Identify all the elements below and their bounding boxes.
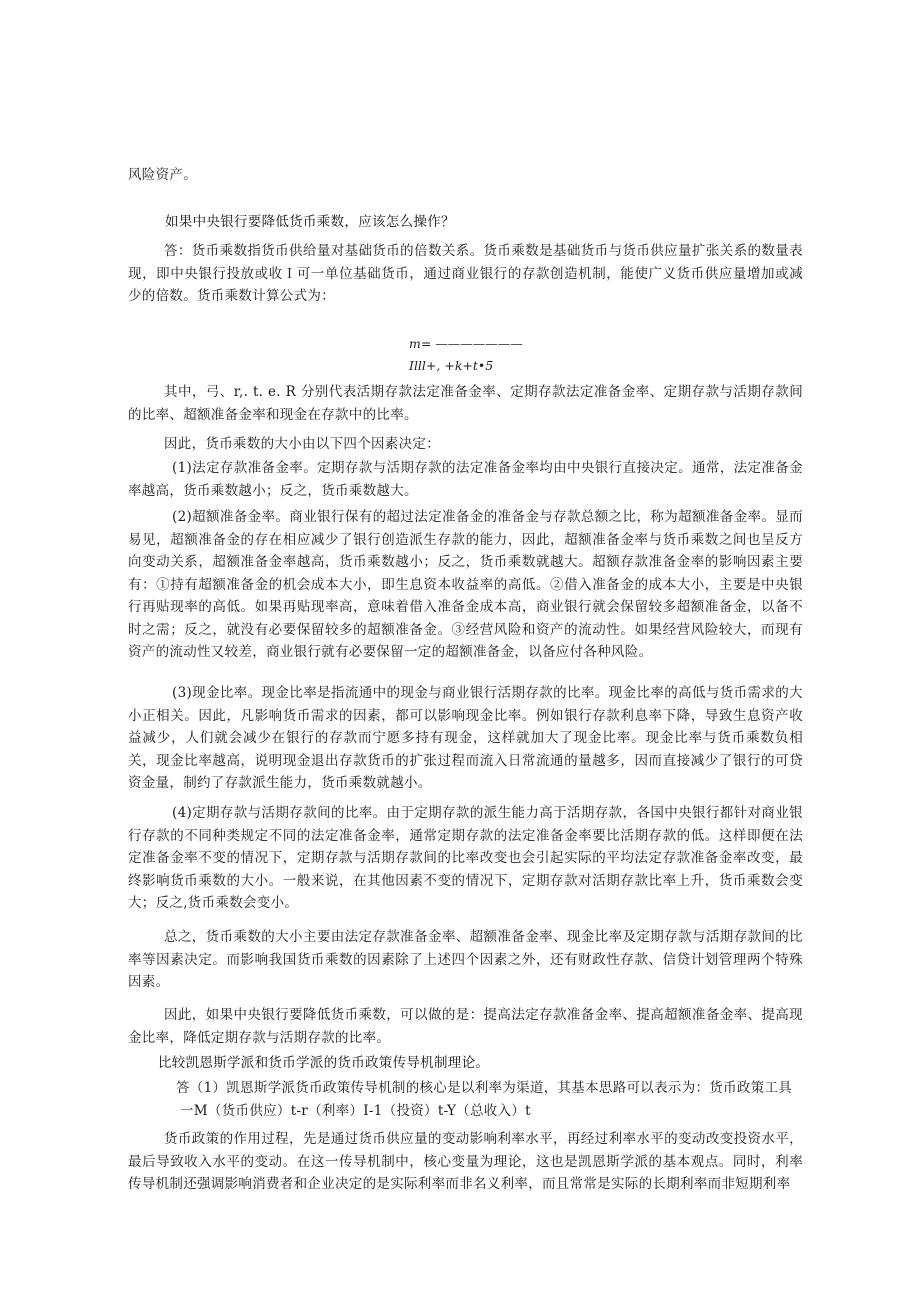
formula-denominator: Illl+, +k+t•5 <box>409 358 494 373</box>
answer-intro: 答：货币乘数指货币供给量对基础货币的倍数关系。货币乘数是基础货币与货币供应量扩张关系的数量表现，即中央银行投放或收Ｉ可一单位基础货币，通过商业银行的存款创造机制，能使广义货币供应量增加或减少的倍数。货币乘数计算公式为： <box>128 243 803 304</box>
answer-2-line-1: 答（1）凯恩斯学派货币政策传导机制的核心是以利率为渠道，其基本思路可以表示为：货币政策工具 <box>176 1080 793 1096</box>
paragraph-factors-intro: 因此，货币乘数的大小由以下四个因素决定： <box>164 436 440 452</box>
formula-numerator: m= ——————— <box>409 336 523 351</box>
factor-4: (4)定期存款与活期存款间的比率。由于定期存款的派生能力高于活期存款，各国中央银行都针对商业银行存款的不同种类规定不同的法定准备金率，通常定期存款的法定准备金率要比活期存款的低。这样即便在法定准备金率不变的情况下，定期存款与活期存款间的比率改变也会引起实际的平均法定存款准备金率改变，最终影响货币乘数的大小。一般来说，在其他因素不变的情况下，定期存款对活期存款比率上升，货币乘数会变大；反之,货币乘数会变小。 <box>128 805 803 911</box>
paragraph-summary: 总之，货币乘数的大小主要由法定存款准备金率、超额准备金率、现金比率及定期存款与活期存款间的比率等因素决定。而影响我国货币乘数的因素除了上述四个因素之外，还有财政性存款、信贷计划管理两个特殊因素。 <box>128 929 803 990</box>
factor-2: (2)超额准备金率。商业银行保有的超过法定准备金的准备金与存款总额之比，称为超额准备金率。显而易见，超额准备金的存在相应减少了银行创造派生存款的能力，因此，超额准备金率与货币乘数之间也呈反方向变动关系，超额准备金率越高，货币乘数越小；反之，货币乘数就越大。超额存款准备金率的影响因素主要有：①持有超额准备金的机会成本大小，即生息资本收益率的高低。②借入准备金的成本大小，主要是中央银行再贴现率的高低。如果再贴现率高，意味着借入准备金成本高，商业银行就会保留较多超额准备金，以备不时之需；反之，就没有必要保留较多的超额准备金。③经营风险和资产的流动性。如果经营风险较大，而现有资产的流动性又较差，商业银行就有必要保留一定的超额准备金，以备应付各种风险。 <box>128 509 803 660</box>
factor-3: (3)现金比率。现金比率是指流通中的现金与商业银行活期存款的比率。现金比率的高低与货币需求的大小正相关。因此，凡影响货币需求的因素，都可以影响现金比率。例如银行存款利息率下降，导致生息资产收益减少，人们就会减少在银行的存款而宁愿多持有现金，这样就加大了现金比率。现金比率与货币乘数负相关，现金比率越高，说明现金退出存款货币的扩张过程而流入日常流通的量越多，因而直接减少了银行的可贷资金量，制约了存款派生能力，货币乘数就越小。 <box>128 685 803 791</box>
paragraph-top: 风险资产。 <box>128 167 197 183</box>
paragraph-conclusion: 因此，如果中央银行要降低货币乘数，可以做的是：提高法定存款准备金率、提高超额准备金率、提高现金比率，降低定期存款与活期存款的比率。 <box>128 1007 803 1046</box>
paragraph-symbols: 其中，弓、r,. t. e. R 分别代表活期存款法定准备金率、定期存款法定准备金率、定期存款与活期存款间的比率、超额准备金率和现金在存款中的比率。 <box>128 384 803 423</box>
question-heading-2: 比较凯恩斯学派和货币学派的货币政策传导机制理论。 <box>158 1055 490 1071</box>
factor-1: (1)法定存款准备金率。定期存款与活期存款的法定准备金率均由中央银行直接决定。通常，法定准备金率越高，货币乘数越小；反之，货币乘数越大。 <box>128 460 803 499</box>
answer-2-line-2: 一M（货币供应）t-r（利率）I-1（投资）t-Y（总收入）t <box>180 1103 531 1119</box>
question-heading-1: 如果中央银行要降低货币乘数，应该怎么操作？ <box>165 214 455 230</box>
answer-2-body: 货币政策的作用过程，先是通过货币供应量的变动影响利率水平，再经过利率水平的变动改变投资水平，最后导致收入水平的变动。在这一传导机制中，核心变量为理论，这也是凯恩斯学派的基本观点。同时，利率传导机制还强调影响消费者和企业决定的是实际利率而非名义利率，而且常常是实际的长期利率而非短期利率 <box>128 1131 803 1192</box>
